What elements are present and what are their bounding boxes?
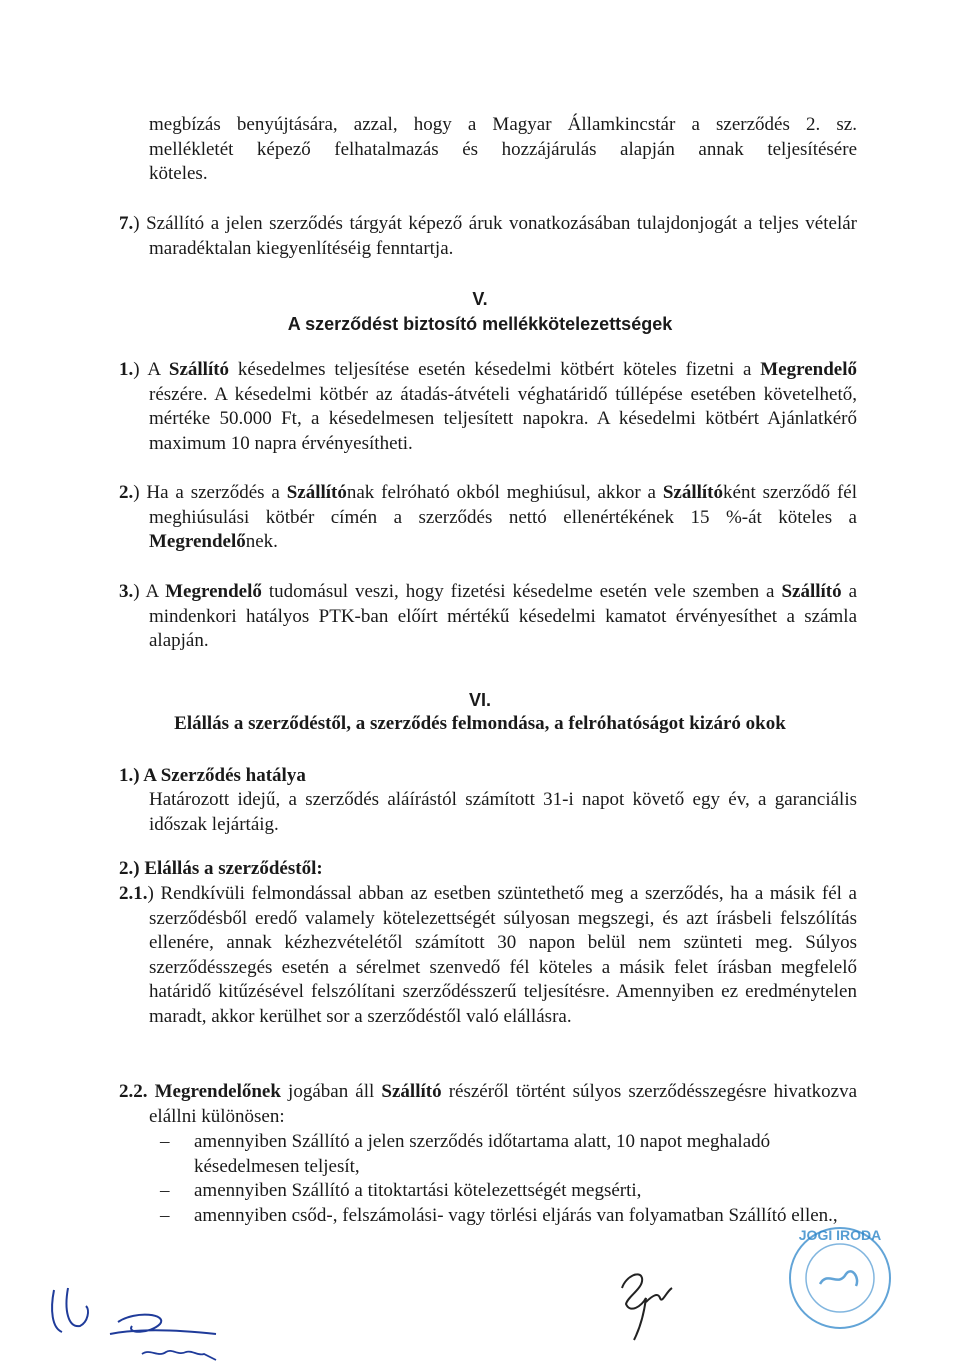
p1-number: 1. (119, 359, 134, 380)
p22-text-a: jogában áll (280, 1081, 382, 1102)
intro-line-1: megbízás benyújtására, azzal, hogy a Magyar Államkincstár a szerződés 2. sz. (149, 114, 857, 135)
section-5-paragraph-2 (119, 481, 857, 555)
p22-text-c: részéről történt súlyos szerződésszegésre hivatkozva elállni különösen: (149, 1081, 858, 1127)
section-5-roman: V. (472, 289, 488, 309)
list-item (160, 1179, 860, 1204)
p2-text-a: ) Ha a szerződés a (133, 482, 287, 503)
dash-glyph: – (160, 1131, 170, 1152)
paragraph-7-number: 7. (119, 213, 134, 234)
p1-bold-customer: Megrendelő (760, 359, 857, 380)
list-item (160, 1130, 860, 1179)
p1-text-a: ) A (133, 359, 169, 380)
section-6-title: Elállás a szerződéstől, a szerződés felmondása, a felróhatóságot kizáró okok (174, 713, 786, 734)
section-6-heading-1: 1.) A Szerződés hatálya (119, 765, 306, 786)
signature-left (40, 1270, 240, 1366)
dash-glyph: – (160, 1180, 170, 1201)
p21-number: 2.1. (119, 883, 148, 904)
p3-number: 3. (119, 581, 134, 602)
paragraph-7 (119, 212, 857, 261)
p3-bold-supplier: Szállító (781, 581, 842, 602)
section-6-roman: VI. (468, 690, 491, 710)
intro-paragraph (149, 113, 857, 187)
stamp (784, 1222, 896, 1334)
dash-glyph: – (160, 1204, 170, 1226)
stamp-text: JOGI IRODA (798, 1227, 882, 1243)
p22-number: 2.2. (119, 1081, 148, 1102)
list-item (160, 1204, 860, 1229)
p2-bold-supplier-2: Szállító (662, 482, 724, 503)
p2-bold-customer: Megrendelő (149, 531, 246, 552)
signature-center (600, 1262, 700, 1346)
bullet-list (160, 1130, 860, 1228)
p1-bold-supplier: Szállító (168, 359, 230, 380)
section-6-paragraph-2-2 (119, 1080, 858, 1129)
p2-text-d: ként szerződő fél meghiúsulási kötbér címén a szerződés nettó ellenértékének 15 %-át köteles a (149, 482, 857, 528)
section-5-title: A szerződést biztosító mellékkötelezettségek (287, 314, 673, 334)
list-item-text: amennyiben Szállító a jelen szerződés időtartama alatt, 10 napot meghaladó késedelmesen teljesít, (194, 1131, 771, 1177)
section-6-paragraph-2-1 (119, 882, 857, 1029)
list-item-text: amennyiben Szállító a titoktartási kötelezettségét megsérti, (194, 1180, 642, 1201)
section-5-paragraph-3 (119, 580, 857, 654)
intro-line-3: köteles. (149, 163, 208, 184)
p1-text-d: részére. A késedelmi kötbér az átadás-átvételi véghatáridő túllépése esetében követelhető, mértéke 50.000 Ft, a késedelmesen teljesített napokra. A késedelmi kötbért Ajánlatkérő maximum 10 napra érvényesítheti. (149, 383, 857, 454)
p2-number: 2. (119, 482, 134, 503)
p3-bold-customer: Megrendelő (165, 581, 262, 602)
p3-text-c: tudomásul veszi, hogy fizetési késedelme esetén vele szemben a (261, 581, 782, 602)
p2-text-e: nek. (245, 531, 278, 552)
p22-bold-supplier: Szállító (381, 1081, 442, 1102)
p3-text-a: ) A (133, 581, 166, 602)
intro-line-2: mellékletét képező felhatalmazás és hozzájárulás alapján annak teljesítésére (149, 138, 857, 160)
section-6-heading-2: 2.) Elállás a szerződéstől: (119, 858, 323, 879)
p1-text-c: késedelmes teljesítése esetén késedelmi kötbért köteles fizetni a (229, 359, 761, 380)
p22-bold-customer: Megrendelőnek (154, 1081, 281, 1102)
section-5-paragraph-1 (119, 358, 857, 456)
paragraph-7-text: ) Szállító a jelen szerződés tárgyát képező áruk vonatkozásában tulajdonjogát a teljes vételár maradéktalan kiegyenlítéséig fenntartja. (133, 213, 857, 259)
section-6-text-1: Határozott idejű, a szerződés aláírástól számított 31-i napot követő egy év, a garanciális időszak lejártáig. (149, 789, 857, 835)
list-item-text: amennyiben csőd-, felszámolási- vagy törlési eljárás van folyamatban Szállító ellen., (194, 1204, 838, 1226)
p2-bold-supplier-1: Szállító (286, 482, 347, 503)
p3-text-d: a mindenkori hatályos PTK-ban előírt mértékű késedelmi kamatot érvényesíthet a számla alapján. (149, 581, 857, 651)
p21-text: ) Rendkívüli felmondással abban az esetben szüntethető meg a szerződés, ha a másik fél a szerződésből eredő valamely kötelezettségét súlyosan megszegi, és azt írásbeli felszólítás ellenére, annak kézhezvételétől számított 30 napon belül nem szünteti meg. Súlyos szerződésszegés esetén a sérelmet szenvedő fél köteles a másik felet írásban megfelelő határidő kitűzésével felszólítani szerződésszerű teljesítésre. Amennyiben ez eredménytelen maradt, akkor kerülhet sor a szerződéstől való elállásra. (147, 883, 857, 1027)
p2-text-c: nak felróható okból meghiúsul, akkor a (346, 482, 663, 503)
